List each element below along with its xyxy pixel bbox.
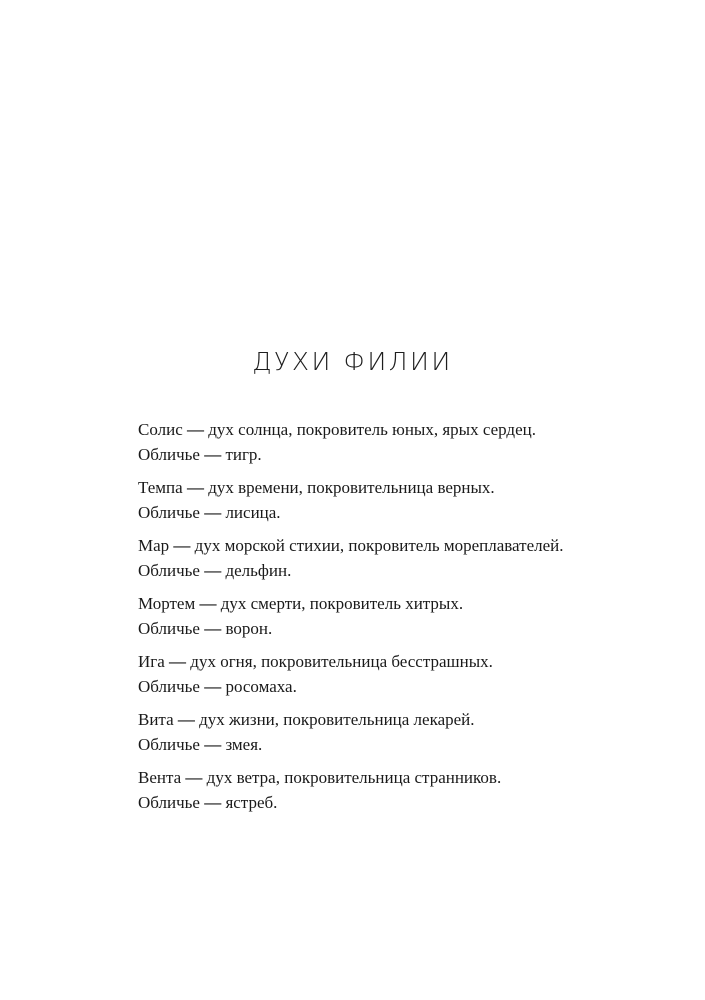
spirit-appearance: змея. bbox=[225, 734, 263, 754]
appearance-label: Обличье bbox=[138, 676, 200, 696]
spirit-appearance: ястреб. bbox=[225, 792, 278, 812]
spirit-description: дух огня, покровительница бесстрашных. bbox=[190, 652, 493, 671]
spirit-appearance-line bbox=[138, 733, 678, 758]
spirit-description-line bbox=[138, 476, 678, 501]
spirit-entry-mortem bbox=[138, 592, 678, 641]
spirit-appearance-line bbox=[138, 675, 678, 700]
spirit-name: Темпа bbox=[138, 478, 183, 497]
em-dash: — bbox=[177, 710, 195, 729]
em-dash: — bbox=[185, 768, 203, 787]
spirit-entry-iga bbox=[138, 650, 678, 699]
spirit-entry-vita bbox=[138, 708, 678, 757]
em-dash: — bbox=[204, 444, 222, 464]
em-dash: — bbox=[204, 618, 222, 638]
spirit-description: дух смерти, покровитель хитрых. bbox=[220, 594, 464, 613]
em-dash: — bbox=[204, 792, 222, 812]
em-dash: — bbox=[199, 594, 217, 613]
spirit-name: Мар bbox=[138, 536, 170, 555]
spirit-description-line bbox=[138, 650, 678, 675]
em-dash: — bbox=[173, 536, 191, 555]
em-dash: — bbox=[187, 420, 204, 439]
em-dash: — bbox=[169, 652, 187, 671]
spirit-name: Мортем bbox=[138, 594, 196, 613]
spirit-appearance: росомаха. bbox=[225, 676, 297, 696]
appearance-label: Обличье bbox=[138, 502, 200, 522]
appearance-label: Обличье bbox=[138, 444, 200, 464]
em-dash: — bbox=[204, 676, 222, 696]
appearance-label: Обличье bbox=[138, 618, 200, 638]
spirit-description: дух ветра, покровительница странников. bbox=[206, 768, 502, 787]
spirit-entry-venta bbox=[138, 766, 678, 815]
spirit-entry-mar bbox=[138, 534, 678, 583]
spirit-description-line bbox=[138, 534, 678, 559]
spirit-description: дух солнца, покровитель юных, ярых сердец. bbox=[208, 420, 536, 439]
spirit-appearance-line bbox=[138, 501, 678, 526]
spirit-description: дух жизни, покровительница лекарей. bbox=[199, 710, 475, 729]
spirit-appearance-line bbox=[138, 443, 678, 468]
spirit-description: дух морской стихии, покровитель мореплавателей. bbox=[194, 536, 564, 555]
em-dash: — bbox=[186, 478, 204, 497]
em-dash: — bbox=[204, 502, 222, 522]
appearance-label: Обличье bbox=[138, 734, 200, 754]
spirit-entry-solis bbox=[138, 418, 678, 467]
spirit-name: Ига bbox=[138, 652, 165, 671]
appearance-label: Обличье bbox=[138, 560, 200, 580]
spirit-name: Вита bbox=[138, 710, 174, 729]
spirit-appearance-line bbox=[138, 559, 678, 584]
spirit-name: Солис bbox=[138, 420, 183, 439]
spirit-description: дух времени, покровительница верных. bbox=[208, 478, 495, 497]
spirit-appearance-line bbox=[138, 791, 678, 816]
spirit-description-line bbox=[138, 766, 678, 791]
spirit-appearance: лисица. bbox=[225, 502, 281, 522]
spirit-appearance: ворон. bbox=[225, 618, 273, 638]
page-title: ДУХИ ФИЛИИ bbox=[252, 347, 453, 376]
spirit-description-line bbox=[138, 708, 678, 733]
em-dash: — bbox=[204, 560, 222, 580]
spirit-name: Вента bbox=[138, 768, 182, 787]
spirit-description-line bbox=[138, 418, 678, 443]
spirit-description-line bbox=[138, 592, 678, 617]
em-dash: — bbox=[204, 734, 222, 754]
spirits-list bbox=[138, 418, 678, 824]
spirit-entry-tempa bbox=[138, 476, 678, 525]
spirit-appearance: тигр. bbox=[225, 444, 262, 464]
appearance-label: Обличье bbox=[138, 792, 200, 812]
spirit-appearance: дельфин. bbox=[225, 560, 292, 580]
spirit-appearance-line bbox=[138, 617, 678, 642]
